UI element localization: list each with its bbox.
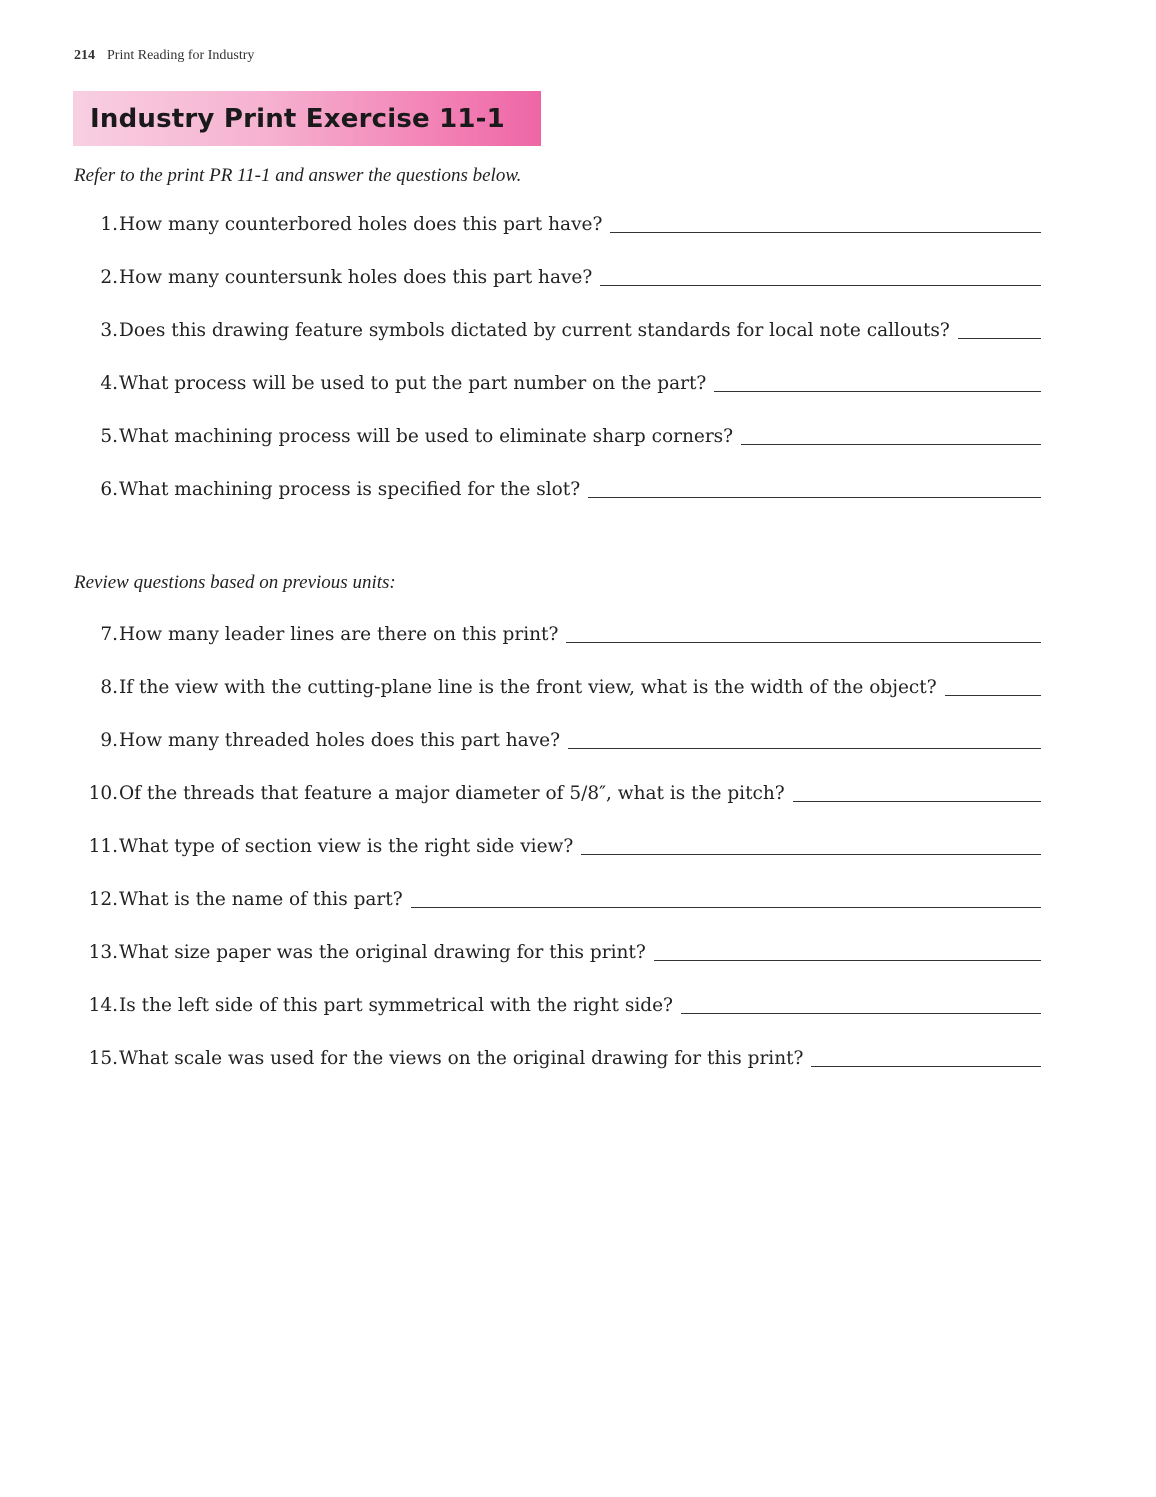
answer-line[interactable] xyxy=(566,642,1041,643)
question-text: Does this drawing feature symbols dictated by current standards for local note callouts? xyxy=(119,320,950,341)
answer-line[interactable] xyxy=(793,801,1041,802)
question-text: How many countersunk holes does this part have? xyxy=(119,267,593,288)
exercise-title: Industry Print Exercise 11-1 xyxy=(90,103,505,134)
question-number: 12. xyxy=(88,889,118,910)
question-number: 9. xyxy=(100,730,118,751)
question-number: 15. xyxy=(88,1048,118,1069)
answer-line[interactable] xyxy=(654,960,1041,961)
question-text: What scale was used for the views on the original drawing for this print? xyxy=(119,1048,804,1069)
question-row-5 xyxy=(80,426,1041,447)
question-number: 2. xyxy=(100,267,118,288)
answer-line[interactable] xyxy=(568,748,1041,749)
question-row-4 xyxy=(80,373,1041,394)
question-text: What size paper was the original drawing for this print? xyxy=(119,942,646,963)
question-text: How many counterbored holes does this part have? xyxy=(119,214,603,235)
question-row-2 xyxy=(80,267,1041,288)
question-text: How many leader lines are there on this print? xyxy=(119,624,559,645)
question-number: 4. xyxy=(100,373,118,394)
answer-line[interactable] xyxy=(714,391,1041,392)
question-number: 7. xyxy=(100,624,118,645)
answer-line[interactable] xyxy=(610,232,1041,233)
question-number: 10. xyxy=(88,783,118,804)
running-head xyxy=(74,48,254,64)
question-number: 1. xyxy=(100,214,118,235)
question-row-14 xyxy=(80,995,1041,1016)
question-row-8 xyxy=(80,677,1041,698)
question-text: What is the name of this part? xyxy=(119,889,403,910)
question-text: Is the left side of this part symmetrical with the right side? xyxy=(119,995,673,1016)
question-number: 5. xyxy=(100,426,118,447)
question-row-6 xyxy=(80,479,1041,500)
question-row-13 xyxy=(80,942,1041,963)
instruction-refer-print: Refer to the print PR 11-1 and answer the questions below. xyxy=(74,165,522,186)
answer-line[interactable] xyxy=(811,1066,1041,1067)
question-number: 13. xyxy=(88,942,118,963)
answer-line[interactable] xyxy=(581,854,1041,855)
page-number: 214 xyxy=(74,48,95,63)
question-row-9 xyxy=(80,730,1041,751)
question-row-12 xyxy=(80,889,1041,910)
exercise-title-banner xyxy=(73,91,541,146)
answer-line[interactable] xyxy=(600,285,1041,286)
question-number: 14. xyxy=(88,995,118,1016)
question-text: How many threaded holes does this part have? xyxy=(119,730,561,751)
question-text: What type of section view is the right side view? xyxy=(119,836,574,857)
question-text: What machining process will be used to eliminate sharp corners? xyxy=(119,426,734,447)
answer-line[interactable] xyxy=(681,1013,1041,1014)
question-row-10 xyxy=(80,783,1041,804)
book-title: Print Reading for Industry xyxy=(107,48,255,63)
answer-line[interactable] xyxy=(741,444,1041,445)
question-row-1 xyxy=(80,214,1041,235)
question-number: 8. xyxy=(100,677,118,698)
answer-line[interactable] xyxy=(958,338,1041,339)
question-text: What machining process is specified for the slot? xyxy=(119,479,581,500)
question-number: 6. xyxy=(100,479,118,500)
question-row-11 xyxy=(80,836,1041,857)
answer-line[interactable] xyxy=(411,907,1041,908)
question-text: What process will be used to put the part number on the part? xyxy=(119,373,707,394)
answer-line[interactable] xyxy=(588,497,1041,498)
question-number: 3. xyxy=(100,320,118,341)
question-number: 11. xyxy=(88,836,118,857)
question-row-15 xyxy=(80,1048,1041,1069)
question-text: If the view with the cutting-plane line is the front view, what is the width of the object? xyxy=(119,677,937,698)
instruction-review-questions: Review questions based on previous units: xyxy=(74,572,396,593)
question-row-7 xyxy=(80,624,1041,645)
question-text: Of the threads that feature a major diameter of 5/8″, what is the pitch? xyxy=(119,783,785,804)
question-row-3 xyxy=(80,320,1041,341)
answer-line[interactable] xyxy=(945,695,1041,696)
